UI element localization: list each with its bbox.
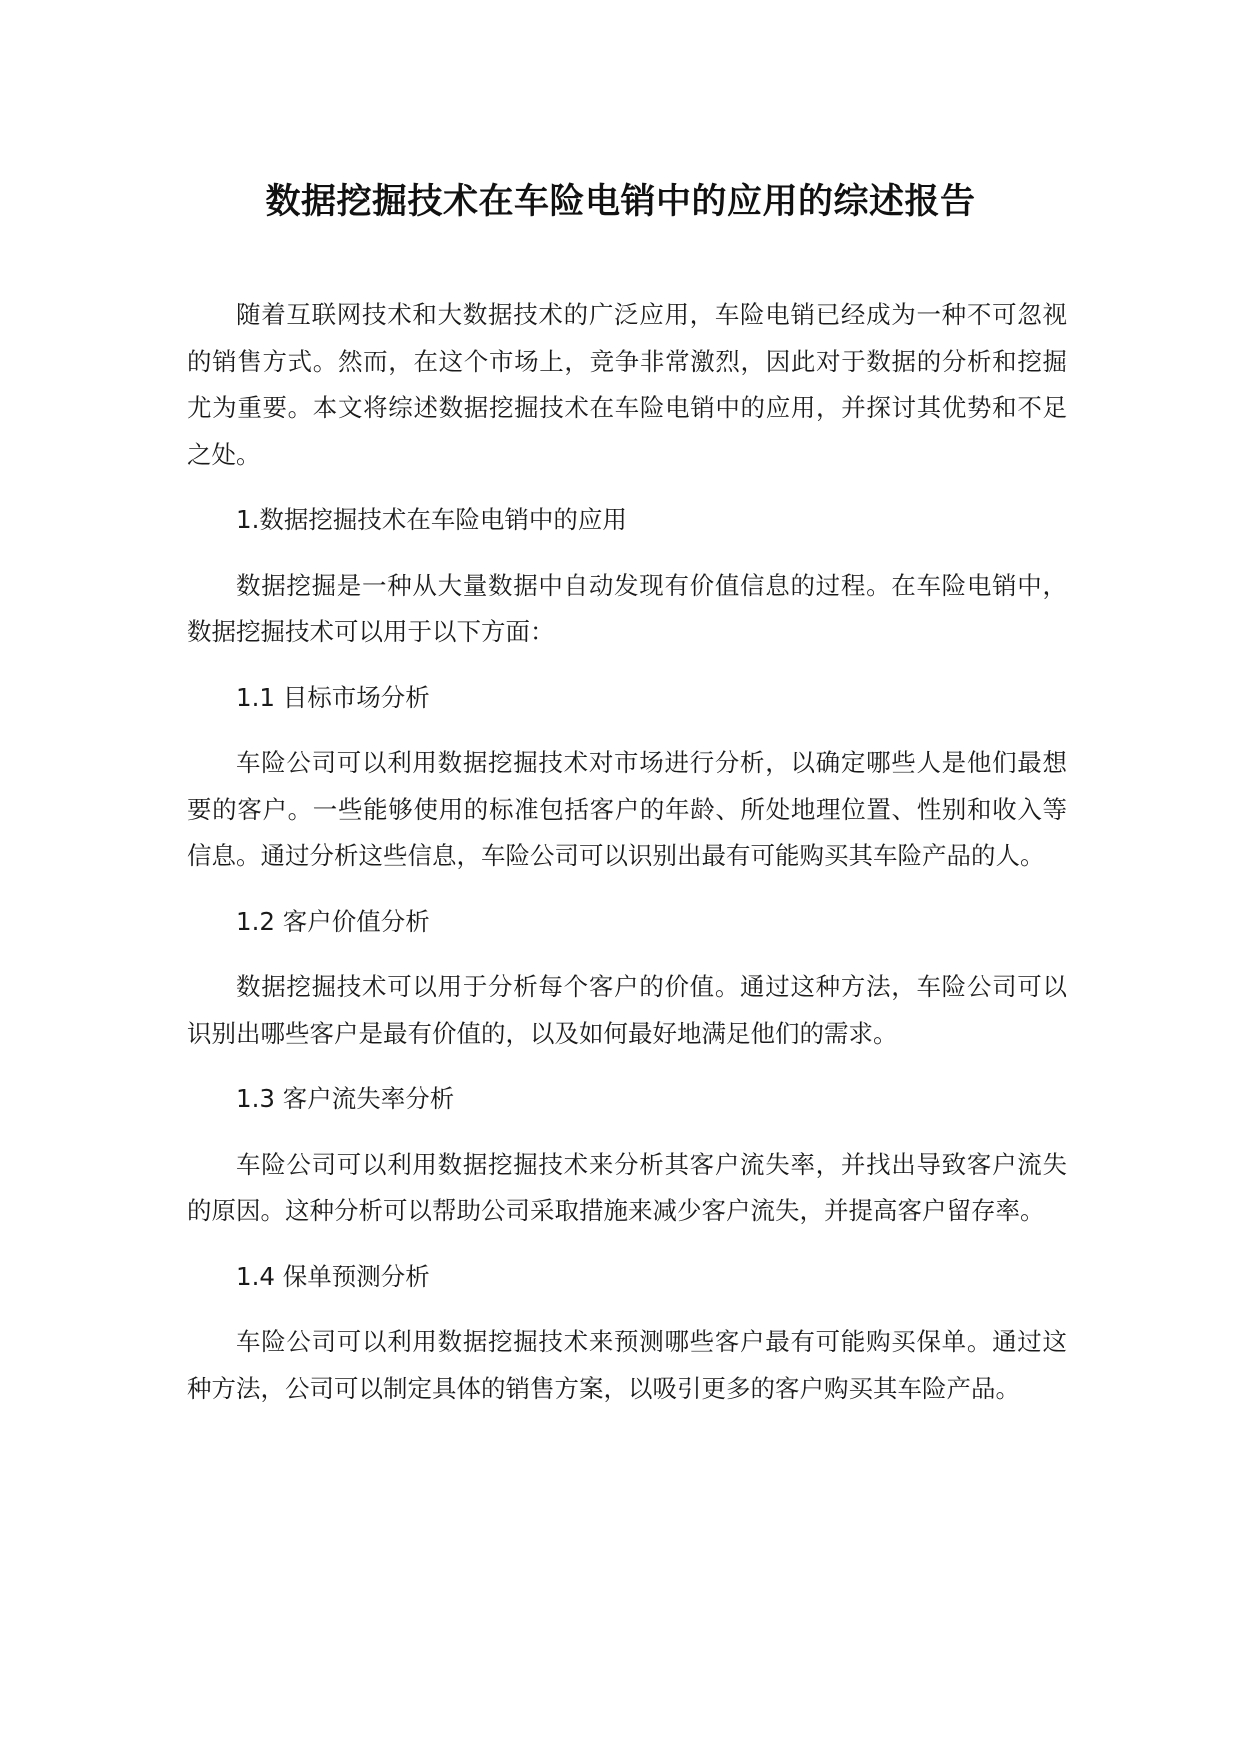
intro-paragraph: 随着互联网技术和大数据技术的广泛应用，车险电销已经成为一种不可忽视的销售方式。然而，在这个市场上，竞争非常激烈，因此对于数据的分析和挖掘尤为重要。本文将综述数据挖掘技术在车险电销中的应用，并探讨其优势和不足之处。 bbox=[187, 300, 1067, 469]
subsection-1-4-paragraph: 车险公司可以利用数据挖掘技术来预测哪些客户最有可能购买保单。通过这种方法，公司可以制定具体的销售方案，以吸引更多的客户购买其车险产品。 bbox=[187, 1327, 1067, 1403]
section-heading-1: 1.数据挖掘技术在车险电销中的应用 bbox=[236, 505, 627, 534]
subsection-heading-1-3: 1.3 客户流失率分析 bbox=[236, 1084, 455, 1113]
subsection-heading-1-2: 1.2 客户价值分析 bbox=[236, 906, 430, 936]
subsection-1-3-paragraph: 车险公司可以利用数据挖掘技术来分析其客户流失率，并找出导致客户流失的原因。这种分析可以帮助公司采取措施来减少客户流失，并提高客户留存率。 bbox=[187, 1149, 1067, 1225]
subsection-heading-1-1: 1.1 目标市场分析 bbox=[236, 682, 430, 712]
subsection-heading-1-4: 1.4 保单预测分析 bbox=[236, 1261, 430, 1291]
section-1-paragraph: 数据挖掘是一种从大量数据中自动发现有价值信息的过程。在车险电销中，数据挖掘技术可以用于以下方面： bbox=[187, 570, 1067, 646]
document-body bbox=[187, 292, 1067, 1431]
subsection-1-2-paragraph: 数据挖掘技术可以用于分析每个客户的价值。通过这种方法，车险公司可以识别出哪些客户是最有价值的，以及如何最好地满足他们的需求。 bbox=[187, 972, 1067, 1048]
subsection-1-1-paragraph: 车险公司可以利用数据挖掘技术对市场进行分析，以确定哪些人是他们最想要的客户。一些能够使用的标准包括客户的年龄、所处地理位置、性别和收入等信息。通过分析这些信息，车险公司可以识别出最有可能购买其车险产品的人。 bbox=[187, 748, 1067, 870]
document-title: 数据挖掘技术在车险电销中的应用的综述报告 bbox=[265, 182, 976, 222]
